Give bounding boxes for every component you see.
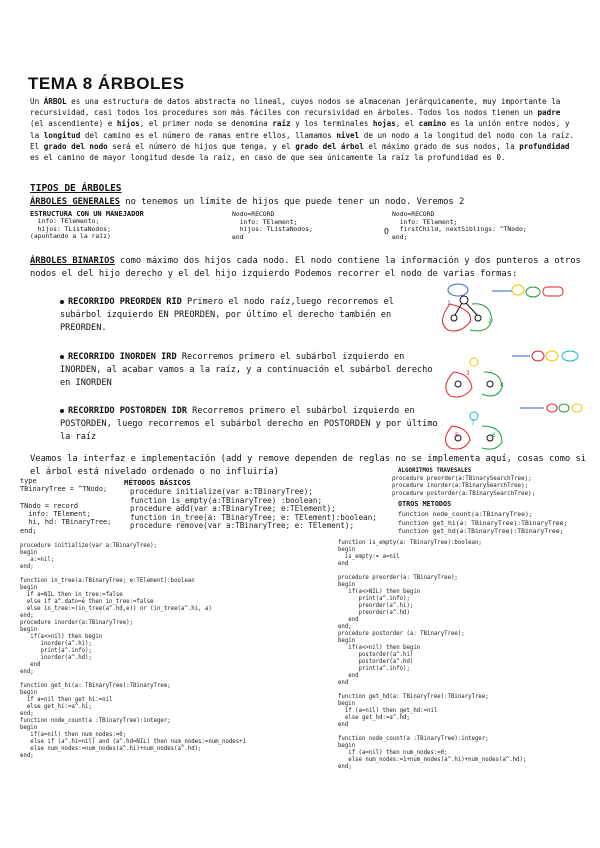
ink-circle <box>562 351 578 361</box>
implementation-right-code: function is_empty(a: TBinaryTree):boolean; begin is_empty:= a=nil end procedure preorder(a: TBinaryTree); begin if(a<>NIL) then begin print(a^.info); preorder(a^.hi); preorder(a^.hd) end end; procedure postorder (a: TBinaryTree); begin if(a<>nil) then begin postorder(a^.hi) postorder(a^.hd) print(a^.info); end end function get_hd(a: TBinaryTree):TBinaryTree; begin if (a=nil) then get_hd:=nil else get_hd:=a^.hd; end function node_count(a :TBinaryTree):integer; begin if (a=nil) then num_nodes:=0; else num_nodes:=1+num_nodes(a^.hi)+num_nodes(a^.hd); end; <box>338 540 527 770</box>
or-label: O <box>384 227 389 236</box>
intro-text: de un nodo a la longitud del nodo con la raíz. El <box>30 130 575 151</box>
tree-node <box>475 315 481 321</box>
recorrido-inorden-text: Recorremos primero el subárbol izquierdo en INORDEN, al acabar vamos a la raíz, y a continuación el subárbol derecho en INORDEN <box>60 352 433 389</box>
tree-node <box>470 412 478 420</box>
arboles-generales-text: no tenemos un límite de hijos que puede tener un nodo. Veremos 2 <box>120 197 465 207</box>
node-label: 3 <box>466 370 470 377</box>
bullet-icon <box>60 409 64 413</box>
preorder-diagram <box>442 284 563 331</box>
otros-metodos-title: OTROS METODOS <box>398 500 452 508</box>
arboles-binarios-label: ÁRBOLES BINARIOS <box>30 256 115 266</box>
recorrido-postorden-text: Recorremos primero el subárbol izquierdo en POSTORDEN, luego recorremos el subárbol derecho en POSTORDEN y por último la raíz <box>60 406 438 443</box>
intro-text: Un <box>30 97 44 106</box>
term-camino: camino <box>418 119 447 129</box>
intro-text: del camino es el número de ramas entre ellos, llamamos <box>80 130 337 140</box>
node-label: 7 <box>471 420 475 427</box>
intro-text: el máximo grado de sus nodos, la <box>363 141 520 151</box>
node-label: 1 <box>447 300 451 307</box>
arboles-generales-label: ÁRBOLES GENERALES <box>30 197 121 207</box>
recorrido-postorden-label: RECORRIDO POSTORDEN IDR <box>68 406 187 416</box>
intro-text: será el número de hijos que tenga, y el <box>107 141 296 151</box>
tree-edge <box>455 303 462 315</box>
bullet-icon <box>60 355 64 359</box>
recorrido-preorden-label: RECORRIDO PREORDEN RID <box>68 297 182 307</box>
page-title: TEMA 8 ÁRBOLES <box>28 74 185 93</box>
intro-text: es la unión entre nodos, y la <box>30 119 570 140</box>
term-arbol: ÁRBOL <box>43 97 67 106</box>
ink-circle <box>547 404 557 412</box>
ink-circle <box>559 404 569 412</box>
arboles-binarios-text: como máximo dos hijos cada nodo. El nodo contiene la información y dos punteros a otros nodos el del hijo derecho y el del hijo izquierdo Podemos recorrer el nodo de varias formas: <box>30 256 581 279</box>
term-grado-arbol: grado del árbol <box>295 141 364 151</box>
tree-edge <box>466 303 477 315</box>
intro-text: y los terminales <box>290 119 373 129</box>
intro-text: (el ascendiente) e <box>30 119 117 129</box>
traversal-diagrams <box>440 282 590 452</box>
section-heading-tipos: TIPOS DE ÁRBOLES <box>30 183 122 194</box>
term-profundidad: profundidad <box>519 141 570 151</box>
ink-circle <box>532 351 544 361</box>
struct-hijos-code: Nodo=RECORD info: TElement; hijos: TListaNodos; end <box>232 210 313 241</box>
term-raiz: raíz <box>272 119 291 129</box>
ink-circle <box>526 287 540 297</box>
term-longitud: longitud <box>43 130 81 140</box>
arboles-binarios-paragraph <box>30 255 590 281</box>
tree-node <box>487 381 493 387</box>
node-label: 5 <box>455 432 459 439</box>
node-label: 4 <box>500 382 504 389</box>
ink-circle <box>512 285 524 295</box>
recorrido-inorden-label: RECORRIDO INORDEN IRD <box>68 352 177 362</box>
subtree-outline <box>482 372 502 396</box>
intro-text: , el primer nodo se denomina <box>139 119 273 129</box>
ink-circle <box>448 284 468 296</box>
term-grado-nodo: grado del nodo <box>43 141 108 151</box>
intro-paragraph <box>30 96 578 163</box>
tree-node <box>455 381 461 387</box>
otros-metodos-code: function node_count(a:TBinaryTree); function get_hi(a: TBinaryTree):TBinaryTree; function get_hd(a:TBinaryTree):TBinaryTree; <box>398 510 568 536</box>
tree-node <box>470 358 478 366</box>
term-hijos: hijos <box>116 119 140 129</box>
term-padre: padre <box>537 108 561 118</box>
ink-circle <box>546 351 558 361</box>
bullet-icon <box>60 300 64 304</box>
struct-manejador-code: info: TElemento; hijos: TListaNodos; (apuntando a la raíz) <box>30 217 111 241</box>
ink-box <box>543 287 563 296</box>
recorrido-postorden <box>60 405 440 445</box>
interfaz-paragraph: Veamos la interfaz e implementación (add y remove dependen de reglas no se implementa aquí, cosas como si el árbol está nivelado ordenado o no influiría) <box>30 454 587 477</box>
intro-text: , el <box>395 119 419 129</box>
term-nivel: nivel <box>336 130 360 140</box>
tree-node <box>451 315 457 321</box>
arboles-generales-line <box>30 196 590 209</box>
metodos-basicos-title: MÉTODOS BÁSICOS <box>124 478 191 487</box>
tree-node <box>460 296 468 304</box>
metodos-basicos-code: procedure initialize(var a:TBinaryTree); function is_empty(a:TBinaryTree) :boolean; procedure add(var a:TBinaryTree; e:TElement); function in_tree(a: TBinaryTree; e: TElement):boolean; procedure remove(var a:TBinaryTree; e: TElement); <box>130 487 377 531</box>
type-declaration-code: type TBinaryTree = ^TNodo; TNodo = record info: TElement; hi, hd: TBinaryTree; end; <box>20 477 112 535</box>
travesales-code: procedure preorder(a:TBinarySearchTree); procedure inorder(a:TBinarySearchTree); procedure postorder(a:TBinarySearchTree); <box>392 476 536 497</box>
intro-text: es el camino de mayor longitud desde la raíz, en caso de que sea únicamente la raíz la profundidad es 0. <box>30 153 506 163</box>
estructura-manejador-label: ESTRUCTURA CON UN MANEJADOR <box>30 210 144 218</box>
ink-circle <box>572 404 582 412</box>
term-hojas: hojas <box>372 119 396 129</box>
intro-text: es una estructura de datos abstracta no lineal, cuyos nodos se almacenan jerárquicamente, muy importante la recursividad, casi todos los procedures son más fáciles con recursividad en árboles. Todos los nodos tienen un <box>30 97 561 118</box>
recorrido-preorden <box>60 296 440 336</box>
node-label: 2 <box>488 318 492 325</box>
postorder-diagram <box>445 404 582 449</box>
recorrido-preorden-text: Primero el nodo raíz,luego recorremos el subárbol izquierdo EN PREORDEN, por último el derecho también en PREORDEN. <box>60 297 394 334</box>
node-label: 6 <box>492 432 496 439</box>
recorrido-inorden <box>60 351 440 391</box>
struct-first-child-code: Nodo=RECORD info: TElement; firstChild, nextSiblings: ^TNodo; end; <box>392 210 527 241</box>
travesales-title: ALGORITMOS TRAVESALES <box>398 468 472 474</box>
implementation-left-code: procedure initialize(var a:TBinaryTree); begin a:=nil; end; function in_tree(a:TBinaryTree; e:TElement):boolean begin if a=NIL then in_tree:=false else if a^.dato=e then in_tree:=false else in_tree:=(in_tree(a^.hd,e)) or (in_tree(a^.hi, a) end; procedure inorder(a:TBinaryTree); begin if(a<>nil) then begin inorder(a^.hi); print(a^.info); inorder(a^.hd); end end; function get_hi(a: TBinaryTree):TBinaryTree; begin if a=nil then get_hi:=nil else get_hi:=a^.hi; end; function node_count(a :TBinaryTree):integer; begin if(a=nil) then num_nodes:=0; else if (a^.hi=nil) and (a^.hd=NIL) then num_nodes:=num_nodes+1 else num_nodes:=num_nodes(a^.hi)+num_nodes(a^.hd); end; <box>20 543 246 759</box>
